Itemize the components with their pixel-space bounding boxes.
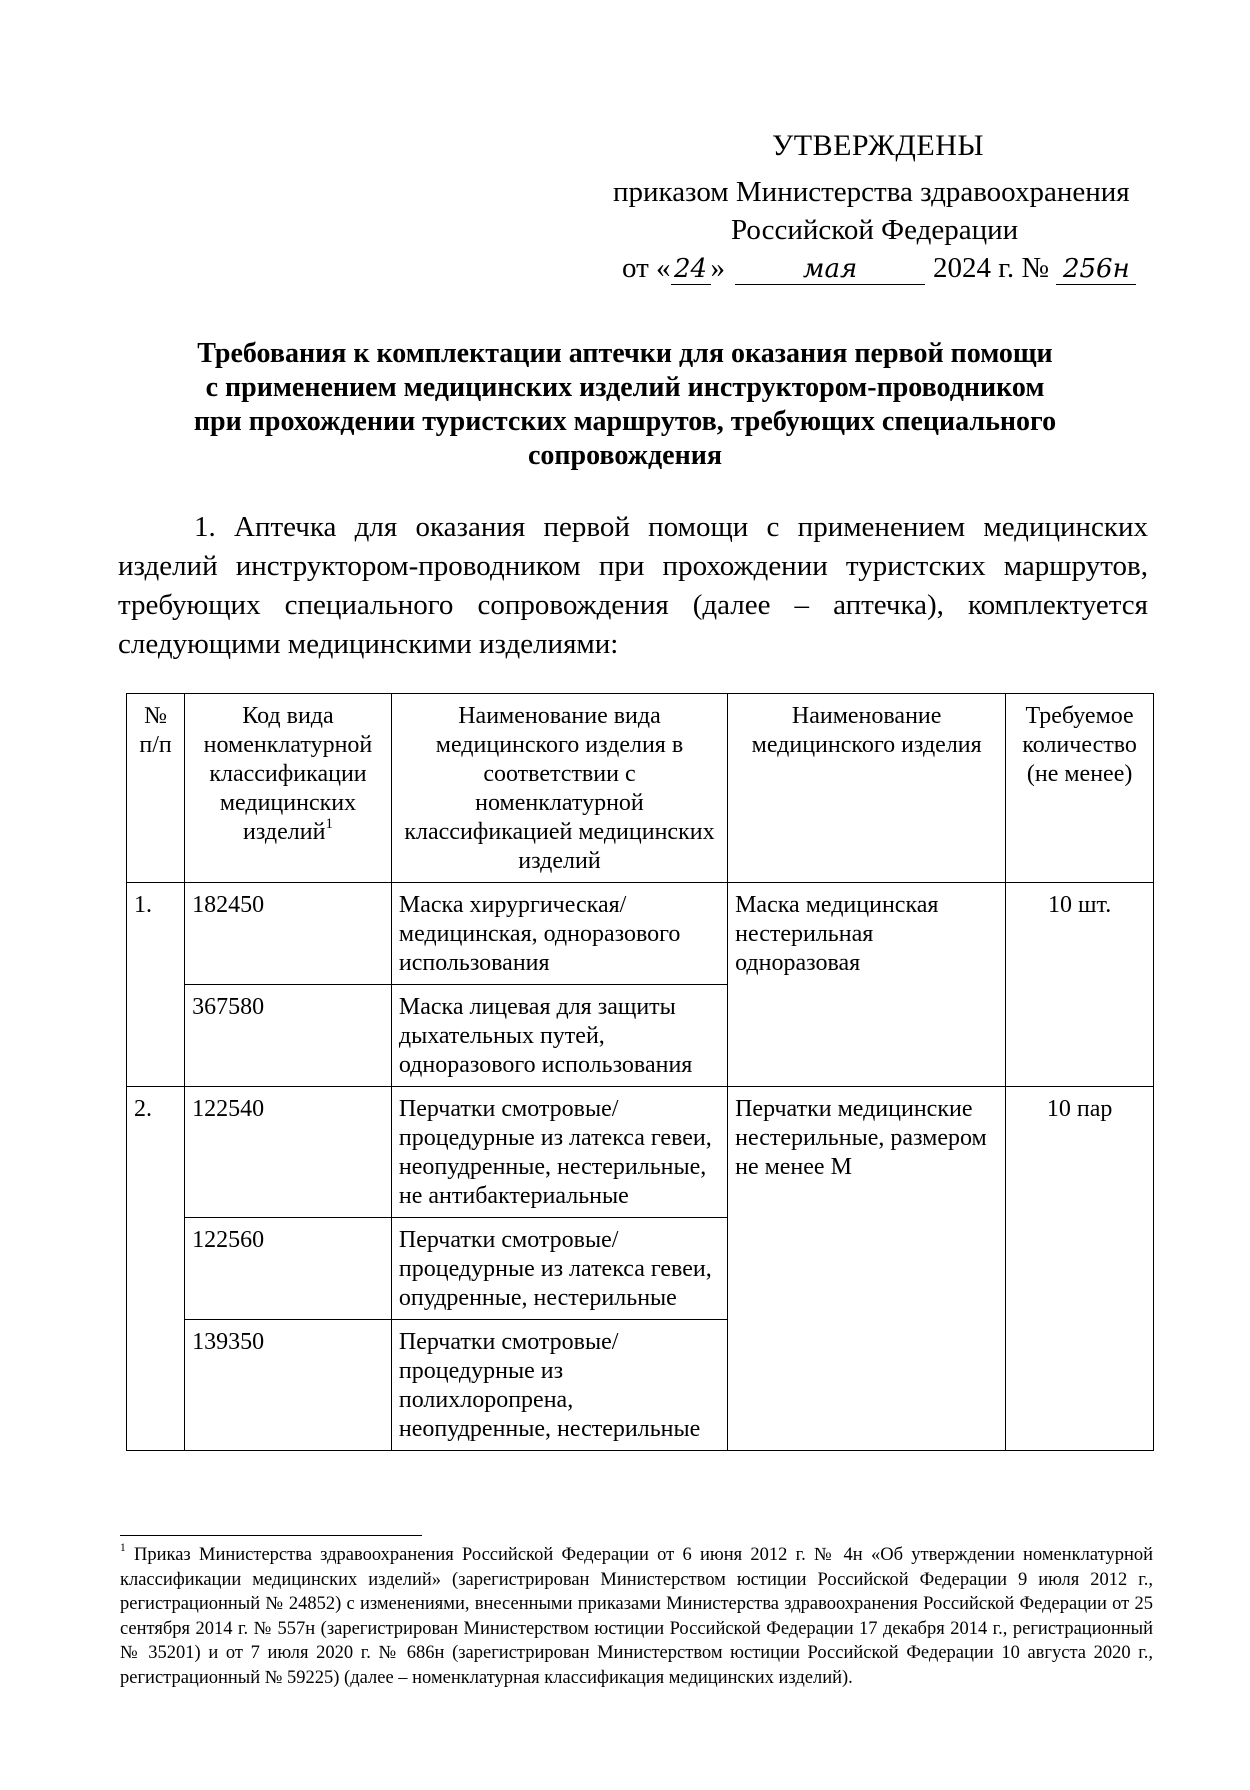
cell-code: 182450: [185, 883, 392, 985]
cell-code: 139350: [185, 1320, 392, 1451]
approval-country-line: Российской Федерации: [731, 214, 1019, 246]
cell-qty: 10 шт.: [1006, 883, 1154, 1087]
cell-code: 367580: [185, 985, 392, 1087]
title-line: при прохождении туристских маршрутов, требующих специального: [193, 406, 1057, 437]
approval-order-line: приказом Министерства здравоохранения: [613, 176, 1130, 208]
table-row: [127, 883, 1154, 985]
cell-kind: Маска хирургическая/ медицинская, одноразового использования: [391, 883, 727, 985]
items-table: [126, 693, 1154, 1451]
header-code-text: Код вида номенклатурной классификации медицинских изделий: [203, 703, 373, 845]
cell-kind: Маска лицевая для защиты дыхательных путей, одноразового использования: [391, 985, 727, 1087]
footnote-marker: 1: [120, 1542, 126, 1555]
footnote-text: Приказ Министерства здравоохранения Российской Федерации от 6 июня 2012 г. № 4н «Об утверждении номенклатурной классификации медицинских изделий» (зарегистрирован Министерством юстиции Российской Федерации 9 июля 2012 г., регистрационный № 24852) с изменениями, внесенными приказами Министерства здравоохранения Российской Федерации от 25 сентября 2014 г. № 557н (зарегистрирован Министерством юстиции Российской Федерации 17 декабря 2014 г., регистрационный № 35201) и от 7 июля 2020 г. № 686н (зарегистрирован Министерством юстиции Российской Федерации 10 августа 2020 г., регистрационный № 59225) (далее – номенклатурная классификация медицинских изделий).: [120, 1545, 1153, 1688]
footnote: [120, 1543, 1153, 1690]
cell-name: Перчатки медицинские нестерильные, размером не менее М: [728, 1087, 1006, 1451]
title-line: сопровождения: [528, 440, 722, 471]
date-day-handwritten: 24: [671, 254, 711, 285]
cell-name: Маска медицинская нестерильная одноразовая: [728, 883, 1006, 1087]
cell-kind: Перчатки смотровые/ процедурные из полихлоропрена, неопудренные, нестерильные: [391, 1320, 727, 1451]
document-title: [150, 337, 1100, 473]
date-year: 2024 г. №: [933, 252, 1050, 284]
header-kind: Наименование вида медицинского изделия в соответствии с номенклатурной классификацией медицинских изделий: [391, 694, 727, 883]
body-paragraph: 1. Аптечка для оказания первой помощи с применением медицинских изделий инструктором-проводником при прохождении туристских маршрутов, требующих специального сопровождения (далее – аптечка), комплектуется следующими медицинскими изделиями:: [118, 511, 1148, 660]
cell-num: 2.: [127, 1087, 185, 1451]
cell-code: 122540: [185, 1087, 392, 1218]
header-num: № п/п: [127, 694, 185, 883]
date-separator: »: [710, 252, 726, 284]
date-month-handwritten: мая: [735, 254, 925, 285]
footnote-separator: [120, 1535, 422, 1536]
header-qty: Требуемое количество (не менее): [1006, 694, 1154, 883]
cell-code: 122560: [185, 1218, 392, 1320]
title-line: Требования к комплектации аптечки для оказания первой помощи: [197, 338, 1053, 369]
title-line: с применением медицинских изделий инструктором-проводником: [205, 372, 1045, 403]
order-number-handwritten: 256н: [1056, 254, 1136, 285]
approval-heading: УТВЕРЖДЕНЫ: [772, 129, 985, 162]
footnote-ref: 1: [325, 815, 333, 832]
cell-kind: Перчатки смотровые/ процедурные из латекса гевеи, опудренные, нестерильные: [391, 1218, 727, 1320]
cell-num: 1.: [127, 883, 185, 1087]
table-row: [127, 1087, 1154, 1218]
header-name: Наименование медицинского изделия: [728, 694, 1006, 883]
cell-qty: 10 пар: [1006, 1087, 1154, 1451]
approval-date-line: [622, 250, 1136, 286]
table-header-row: [127, 694, 1154, 883]
header-code: [185, 694, 392, 883]
cell-kind: Перчатки смотровые/ процедурные из латекса гевеи, неопудренные, нестерильные, не антибактериальные: [391, 1087, 727, 1218]
date-prefix: от «: [622, 252, 671, 284]
